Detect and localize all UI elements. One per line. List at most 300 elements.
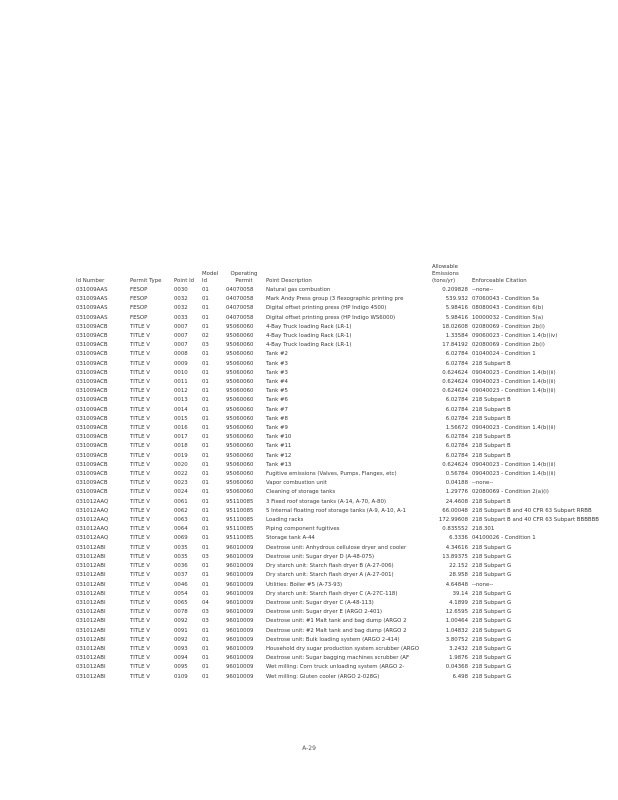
cell-point-description: Dry starch unit: Starch flash dryer A (A-27-001) — [266, 572, 394, 579]
table-row — [74, 581, 618, 590]
table-row — [74, 314, 618, 323]
header-row — [74, 264, 618, 286]
col-header-allowable-emissions: Allowable Emissions (tons/yr) — [432, 264, 459, 284]
cell-id-number: 031009ACB — [76, 489, 108, 496]
cell-permit-type: FESOP — [130, 296, 148, 303]
table-header — [74, 264, 618, 286]
table-row — [74, 479, 618, 488]
cell-point-id: 0013 — [174, 397, 188, 404]
cell-enforceable-citation: 218 Subpart B — [472, 406, 511, 413]
cell-id-number: 031009ACB — [76, 434, 108, 441]
cell-enforceable-citation: 218 Subpart B — [472, 360, 511, 367]
cell-point-description: Dry starch unit: Starch flash dryer C (A-27C-118) — [266, 590, 398, 597]
col-header-enforceable-citation: Enforceable Citation — [472, 278, 527, 284]
cell-enforceable-citation: 218 Subpart G — [472, 563, 512, 570]
cell-enforceable-citation: 218 Subpart G — [472, 645, 512, 652]
cell-point-id: 0030 — [174, 287, 188, 293]
cell-id-number: 031009ACB — [76, 360, 108, 367]
cell-operating-permit: 96010009 — [226, 599, 254, 606]
table-row — [74, 507, 618, 516]
cell-point-description: 5 Internal floating roof storage tanks (A-9, A-10, A-1 — [266, 507, 406, 514]
cell-point-description: Tank #12 — [266, 452, 292, 459]
cell-enforceable-citation: 09040023 - Condition 1.4(b)(ii) — [472, 461, 556, 468]
cell-operating-permit: 96010009 — [226, 590, 254, 597]
cell-model-id: 04 — [202, 599, 209, 606]
cell-point-id: 0046 — [174, 581, 188, 588]
cell-model-id: 01 — [202, 627, 209, 634]
cell-point-id: 0036 — [174, 563, 188, 570]
cell-enforceable-citation: 218 Subpart B — [472, 443, 511, 450]
cell-point-id: 0020 — [174, 461, 188, 468]
table-row — [74, 544, 618, 553]
table-row — [74, 627, 618, 636]
cell-permit-type: TITLE V — [130, 517, 150, 524]
cell-point-id: 0010 — [174, 369, 188, 376]
table-row — [74, 608, 618, 617]
cell-permit-type: TITLE V — [130, 342, 150, 349]
col-header-permit-type: Permit Type — [130, 278, 162, 284]
cell-id-number: 031012AAQ — [76, 507, 109, 514]
cell-point-id: 0008 — [174, 351, 188, 358]
cell-id-number: 031012ABI — [76, 627, 106, 634]
cell-model-id: 01 — [202, 544, 209, 551]
cell-point-id: 0017 — [174, 434, 188, 441]
cell-enforceable-citation: --none-- — [472, 287, 494, 293]
cell-point-description: Digital offset printing press (HP Indigo 4500) — [266, 305, 387, 312]
cell-operating-permit: 95110085 — [226, 535, 254, 542]
cell-operating-permit: 95060060 — [226, 360, 254, 367]
cell-id-number: 031009ACB — [76, 333, 108, 340]
cell-enforceable-citation: 10000032 - Condition 5(a) — [472, 314, 544, 321]
cell-operating-permit: 95060060 — [226, 443, 254, 450]
cell-allowable-emissions: 0.04188 — [445, 480, 468, 487]
cell-allowable-emissions: 13.89375 — [442, 553, 468, 560]
cell-model-id: 01 — [202, 581, 209, 588]
cell-point-description: Tank #11 — [266, 443, 292, 450]
col-header-id-number: Id Number — [76, 278, 105, 284]
cell-id-number: 031012ABI — [76, 664, 106, 671]
cell-allowable-emissions: 18.02608 — [442, 323, 468, 330]
table-row — [74, 286, 618, 295]
table-row — [74, 406, 618, 415]
cell-model-id: 01 — [202, 526, 209, 533]
cell-allowable-emissions: 17.84192 — [442, 342, 468, 349]
cell-operating-permit: 96010009 — [226, 636, 254, 643]
cell-permit-type: TITLE V — [130, 627, 150, 634]
cell-point-id: 0091 — [174, 627, 188, 634]
cell-enforceable-citation: 218 Subpart B — [472, 415, 511, 422]
table-row — [74, 415, 618, 424]
cell-allowable-emissions: 6.02784 — [445, 351, 468, 358]
cell-permit-type: TITLE V — [130, 406, 150, 413]
cell-enforceable-citation: 218 Subpart G — [472, 673, 512, 680]
cell-allowable-emissions: 0.624624 — [442, 369, 468, 376]
cell-permit-type: TITLE V — [130, 535, 150, 542]
cell-allowable-emissions: 22.152 — [449, 563, 468, 570]
cell-point-description: Tank #5 — [266, 388, 288, 395]
cell-point-description: Tank #4 — [266, 379, 288, 386]
cell-operating-permit: 96010009 — [226, 618, 254, 625]
col-header-operating-permit: Operating Permit — [230, 271, 258, 284]
table-row — [74, 350, 618, 359]
cell-model-id: 01 — [202, 360, 209, 367]
cell-point-description: Tank #10 — [266, 434, 292, 441]
cell-allowable-emissions: 3.80752 — [445, 636, 468, 643]
cell-model-id: 03 — [202, 553, 209, 560]
cell-id-number: 031012AAQ — [76, 498, 109, 505]
cell-point-id: 0007 — [174, 323, 188, 330]
cell-model-id: 01 — [202, 443, 209, 450]
cell-point-description: Cleaning of storage tanks — [266, 489, 336, 496]
cell-point-id: 0035 — [174, 544, 188, 551]
cell-point-id: 0092 — [174, 636, 188, 643]
cell-allowable-emissions: 6.02784 — [445, 360, 468, 367]
cell-model-id: 01 — [202, 434, 209, 441]
cell-point-id: 0078 — [174, 609, 188, 616]
cell-point-id: 0065 — [174, 599, 188, 606]
cell-point-id: 0007 — [174, 333, 188, 340]
cell-point-id: 0064 — [174, 526, 188, 533]
cell-operating-permit: 96010009 — [226, 664, 254, 671]
cell-model-id: 01 — [202, 351, 209, 358]
cell-point-description: Dextrose unit: Bulk loading system (ARGO 2-414) — [266, 636, 400, 643]
table-row — [74, 369, 618, 378]
cell-model-id: 01 — [202, 645, 209, 652]
cell-id-number: 031012ABI — [76, 655, 106, 662]
cell-allowable-emissions: 6.498 — [452, 673, 468, 680]
cell-permit-type: TITLE V — [130, 544, 150, 551]
cell-point-id: 0094 — [174, 655, 188, 662]
cell-enforceable-citation: 01040024 - Condition 1 — [472, 351, 536, 358]
cell-enforceable-citation: 218 Subpart G — [472, 553, 512, 560]
cell-permit-type: FESOP — [130, 314, 148, 321]
cell-permit-type: TITLE V — [130, 461, 150, 468]
cell-id-number: 031009ACB — [76, 452, 108, 459]
cell-allowable-emissions: 39.14 — [452, 590, 468, 597]
table-row — [74, 433, 618, 442]
table-row — [74, 488, 618, 497]
cell-id-number: 031009AAS — [76, 296, 108, 303]
table-row — [74, 304, 618, 313]
cell-permit-type: TITLE V — [130, 645, 150, 652]
table-row — [74, 323, 618, 332]
cell-point-id: 0018 — [174, 443, 188, 450]
cell-permit-type: TITLE V — [130, 636, 150, 643]
cell-point-description: 4-Bay Truck loading Rack (LR-1) — [266, 342, 352, 349]
cell-permit-type: TITLE V — [130, 452, 150, 459]
cell-point-id: 0023 — [174, 480, 188, 487]
cell-operating-permit: 04070058 — [226, 305, 254, 312]
cell-point-description: Dextrose unit: Sugar dryer C (A-48-113) — [266, 599, 374, 606]
cell-point-description: Tank #3 — [266, 369, 288, 376]
cell-id-number: 031009ACB — [76, 379, 108, 386]
cell-point-description: Dextrose unit: #2 Malt tank and bag dump (ARGO 2 — [266, 627, 407, 634]
cell-id-number: 031009ACB — [76, 397, 108, 404]
cell-point-id: 0009 — [174, 360, 188, 367]
cell-model-id: 01 — [202, 461, 209, 468]
cell-operating-permit: 95060060 — [226, 461, 254, 468]
cell-enforceable-citation: 218 Subpart G — [472, 636, 512, 643]
cell-operating-permit: 96010009 — [226, 581, 254, 588]
cell-point-description: Dextrose unit: Sugar bagging machines scrubber (AF — [266, 655, 410, 662]
cell-operating-permit: 96010009 — [226, 572, 254, 579]
cell-model-id: 03 — [202, 618, 209, 625]
table-row — [74, 442, 618, 451]
cell-id-number: 031009ACB — [76, 406, 108, 413]
cell-point-description: Tank #6 — [266, 397, 288, 404]
cell-point-description: Household dry sugar production system scrubber (ARGO — [266, 645, 419, 652]
cell-enforceable-citation: 218 Subpart B and 40 CFR 63 Subpart BBBBBB — [472, 517, 599, 524]
table-row — [74, 599, 618, 608]
cell-operating-permit: 96010009 — [226, 563, 254, 570]
cell-model-id: 02 — [202, 333, 209, 340]
cell-operating-permit: 95060060 — [226, 489, 254, 496]
cell-id-number: 031012ABI — [76, 599, 106, 606]
table-row — [74, 562, 618, 571]
cell-operating-permit: 95060060 — [226, 471, 254, 478]
cell-model-id: 01 — [202, 388, 209, 395]
col-header-model-id: Model Id — [202, 271, 219, 284]
cell-point-description: Dextrose unit: #1 Malt tank and bag dump (ARGO 2 — [266, 618, 407, 625]
cell-id-number: 031009ACB — [76, 415, 108, 422]
cell-point-id: 0019 — [174, 452, 188, 459]
cell-id-number: 031009ACB — [76, 342, 108, 349]
cell-allowable-emissions: 0.04368 — [445, 664, 468, 671]
cell-allowable-emissions: 28.958 — [449, 572, 468, 579]
cell-point-description: Tank #7 — [266, 406, 288, 413]
col-header-point-description: Point Description — [266, 278, 312, 284]
cell-enforceable-citation: 218 Subpart G — [472, 572, 512, 579]
cell-allowable-emissions: 4.1899 — [449, 599, 468, 606]
cell-point-description: Dextrose unit: Sugar dryer D (A-48-075) — [266, 553, 375, 560]
cell-id-number: 031012AAQ — [76, 517, 109, 524]
cell-permit-type: TITLE V — [130, 581, 150, 588]
cell-model-id: 01 — [202, 636, 209, 643]
cell-operating-permit: 95060060 — [226, 369, 254, 376]
cell-enforceable-citation: 218 Subpart B — [472, 434, 511, 441]
cell-operating-permit: 95060060 — [226, 406, 254, 413]
cell-id-number: 031009ACB — [76, 425, 108, 432]
cell-operating-permit: 96010009 — [226, 655, 254, 662]
cell-allowable-emissions: 0.56784 — [445, 471, 468, 478]
cell-operating-permit: 95060060 — [226, 434, 254, 441]
cell-operating-permit: 95110085 — [226, 507, 254, 514]
cell-id-number: 031009ACB — [76, 443, 108, 450]
cell-point-id: 0037 — [174, 572, 188, 579]
cell-permit-type: TITLE V — [130, 379, 150, 386]
cell-model-id: 01 — [202, 369, 209, 376]
cell-id-number: 031012ABI — [76, 553, 106, 560]
cell-enforceable-citation: 218 Subpart B — [472, 498, 511, 505]
cell-allowable-emissions: 6.02784 — [445, 452, 468, 459]
cell-point-id: 0062 — [174, 507, 188, 514]
cell-point-id: 0007 — [174, 342, 188, 349]
cell-permit-type: TITLE V — [130, 480, 150, 487]
cell-id-number: 031009AAS — [76, 287, 108, 293]
cell-operating-permit: 96010009 — [226, 627, 254, 634]
cell-permit-type: TITLE V — [130, 664, 150, 671]
table-row — [74, 534, 618, 543]
cell-point-id: 0109 — [174, 673, 188, 680]
cell-permit-type: TITLE V — [130, 360, 150, 367]
cell-point-description: Piping component fugitives — [266, 526, 340, 533]
table-row — [74, 452, 618, 461]
table-row — [74, 590, 618, 599]
cell-operating-permit: 96010009 — [226, 553, 254, 560]
cell-enforceable-citation: 218 Subpart B — [472, 397, 511, 404]
cell-point-id: 0061 — [174, 498, 188, 505]
cell-point-description: Fugitive emissions (Valves, Pumps, Flanges, etc) — [266, 471, 397, 478]
cell-permit-type: TITLE V — [130, 323, 150, 330]
cell-point-id: 0012 — [174, 388, 188, 395]
cell-point-description: Dextrose unit: Sugar dryer E (ARGO 2-401) — [266, 609, 383, 616]
cell-allowable-emissions: 5.98416 — [445, 314, 468, 321]
cell-operating-permit: 95060060 — [226, 333, 254, 340]
table-row — [74, 387, 618, 396]
table-row — [74, 498, 618, 507]
cell-point-description: Utilities: Boiler #5 (A-73-93) — [266, 581, 343, 588]
cell-operating-permit: 95060060 — [226, 323, 254, 330]
cell-enforceable-citation: 218 Subpart B and 40 CFR 63 Subpart RRBB — [472, 507, 592, 514]
cell-permit-type: TITLE V — [130, 471, 150, 478]
cell-point-id: 0035 — [174, 553, 188, 560]
cell-point-id: 0095 — [174, 664, 188, 671]
cell-enforceable-citation: 02080069 - Condition 2b(i) — [472, 323, 545, 330]
cell-operating-permit: 95060060 — [226, 415, 254, 422]
cell-operating-permit: 04070058 — [226, 287, 254, 293]
cell-point-id: 0016 — [174, 425, 188, 432]
cell-permit-type: TITLE V — [130, 507, 150, 514]
cell-permit-type: TITLE V — [130, 590, 150, 597]
cell-point-id: 0014 — [174, 406, 188, 413]
cell-id-number: 031012AAQ — [76, 526, 109, 533]
cell-permit-type: TITLE V — [130, 434, 150, 441]
cell-point-description: 4-Bay Truck loading Rack (LR-1) — [266, 323, 352, 330]
cell-operating-permit: 96010009 — [226, 645, 254, 652]
cell-point-description: Tank #8 — [266, 415, 288, 422]
table-row — [74, 360, 618, 369]
cell-allowable-emissions: 172.99608 — [438, 517, 468, 524]
cell-model-id: 01 — [202, 305, 209, 312]
cell-model-id: 01 — [202, 287, 209, 293]
cell-allowable-emissions: 1.56672 — [445, 425, 468, 432]
cell-allowable-emissions: 6.02784 — [445, 406, 468, 413]
cell-enforceable-citation: 218.301 — [472, 526, 495, 533]
cell-id-number: 031009ACB — [76, 351, 108, 358]
cell-permit-type: TITLE V — [130, 415, 150, 422]
cell-point-id: 0063 — [174, 517, 188, 524]
cell-point-description: Loading racks — [266, 517, 304, 524]
cell-id-number: 031012ABI — [76, 544, 106, 551]
cell-point-id: 0093 — [174, 645, 188, 652]
cell-permit-type: TITLE V — [130, 563, 150, 570]
cell-model-id: 01 — [202, 323, 209, 330]
cell-allowable-emissions: 24.4608 — [445, 498, 468, 505]
cell-model-id: 01 — [202, 415, 209, 422]
cell-point-description: Mark Andy Press group (3 flexographic printing pre — [266, 296, 404, 303]
cell-enforceable-citation: 09040023 - Condition 1.4(b)(ii) — [472, 388, 556, 395]
cell-permit-type: TITLE V — [130, 609, 150, 616]
cell-enforceable-citation: 08080043 - Condition 6(b) — [472, 305, 544, 312]
cell-id-number: 031012ABI — [76, 609, 106, 616]
cell-permit-type: FESOP — [130, 287, 148, 293]
cell-model-id: 01 — [202, 664, 209, 671]
cell-permit-type: TITLE V — [130, 673, 150, 680]
cell-operating-permit: 95060060 — [226, 388, 254, 395]
cell-operating-permit: 95110085 — [226, 498, 254, 505]
cell-id-number: 031012ABI — [76, 645, 106, 652]
cell-allowable-emissions: 6.02784 — [445, 434, 468, 441]
table-row — [74, 654, 618, 663]
cell-model-id: 01 — [202, 590, 209, 597]
cell-operating-permit: 95060060 — [226, 425, 254, 432]
cell-enforceable-citation: 02080069 - Condition 2b(i) — [472, 342, 545, 349]
cell-id-number: 031009ACB — [76, 369, 108, 376]
col-header-point-id: Point Id — [174, 278, 195, 284]
cell-model-id: 01 — [202, 498, 209, 505]
cell-allowable-emissions: 6.02784 — [445, 397, 468, 404]
cell-id-number: 031012ABI — [76, 618, 106, 625]
cell-enforceable-citation: --none-- — [472, 581, 494, 588]
cell-id-number: 031012ABI — [76, 590, 106, 597]
cell-enforceable-citation: 218 Subpart G — [472, 599, 512, 606]
cell-id-number: 031012ABI — [76, 581, 106, 588]
cell-model-id: 01 — [202, 296, 209, 303]
cell-allowable-emissions: 0.624624 — [442, 388, 468, 395]
cell-enforceable-citation: 09040023 - Condition 1.4(b)(ii) — [472, 471, 556, 478]
cell-point-description: Digital offset printing press (HP Indigo WS6000) — [266, 314, 396, 321]
cell-operating-permit: 95060060 — [226, 379, 254, 386]
cell-point-description: Dry starch unit: Starch flash dryer B (A-27-006) — [266, 563, 394, 570]
table-row — [74, 516, 618, 525]
cell-operating-permit: 95060060 — [226, 351, 254, 358]
cell-point-id: 0069 — [174, 535, 188, 542]
cell-allowable-emissions: 4.64848 — [445, 581, 468, 588]
cell-permit-type: TITLE V — [130, 388, 150, 395]
cell-point-description: Wet milling: Corn truck unloading system (ARGO 2- — [266, 664, 405, 671]
cell-point-id: 0022 — [174, 471, 188, 478]
cell-model-id: 01 — [202, 452, 209, 459]
cell-id-number: 031009ACB — [76, 388, 108, 395]
cell-model-id: 03 — [202, 609, 209, 616]
cell-allowable-emissions: 0.624624 — [442, 461, 468, 468]
cell-allowable-emissions: 0.209828 — [442, 287, 468, 293]
cell-model-id: 01 — [202, 425, 209, 432]
table-row — [74, 332, 618, 341]
cell-point-id: 0092 — [174, 618, 188, 625]
cell-permit-type: TITLE V — [130, 655, 150, 662]
table-row — [74, 636, 618, 645]
cell-id-number: 031009ACB — [76, 323, 108, 330]
cell-point-description: Tank #9 — [266, 425, 288, 432]
cell-id-number: 031009ACB — [76, 480, 108, 487]
cell-point-description: 4-Bay Truck loading Rack (LR-1) — [266, 333, 352, 340]
cell-permit-type: TITLE V — [130, 553, 150, 560]
cell-id-number: 031012ABI — [76, 572, 106, 579]
cell-point-description: Tank #3 — [266, 360, 288, 367]
cell-point-description: Storage tank A-44 — [266, 535, 315, 542]
cell-allowable-emissions: 3.2432 — [449, 645, 468, 652]
cell-enforceable-citation: 218 Subpart G — [472, 664, 512, 671]
cell-permit-type: TITLE V — [130, 369, 150, 376]
cell-allowable-emissions: 1.9876 — [449, 655, 468, 662]
cell-permit-type: TITLE V — [130, 526, 150, 533]
cell-permit-type: TITLE V — [130, 572, 150, 579]
table-row — [74, 295, 618, 304]
cell-allowable-emissions: 6.02784 — [445, 443, 468, 450]
cell-point-id: 0033 — [174, 314, 188, 321]
cell-id-number: 031009AAS — [76, 305, 108, 312]
